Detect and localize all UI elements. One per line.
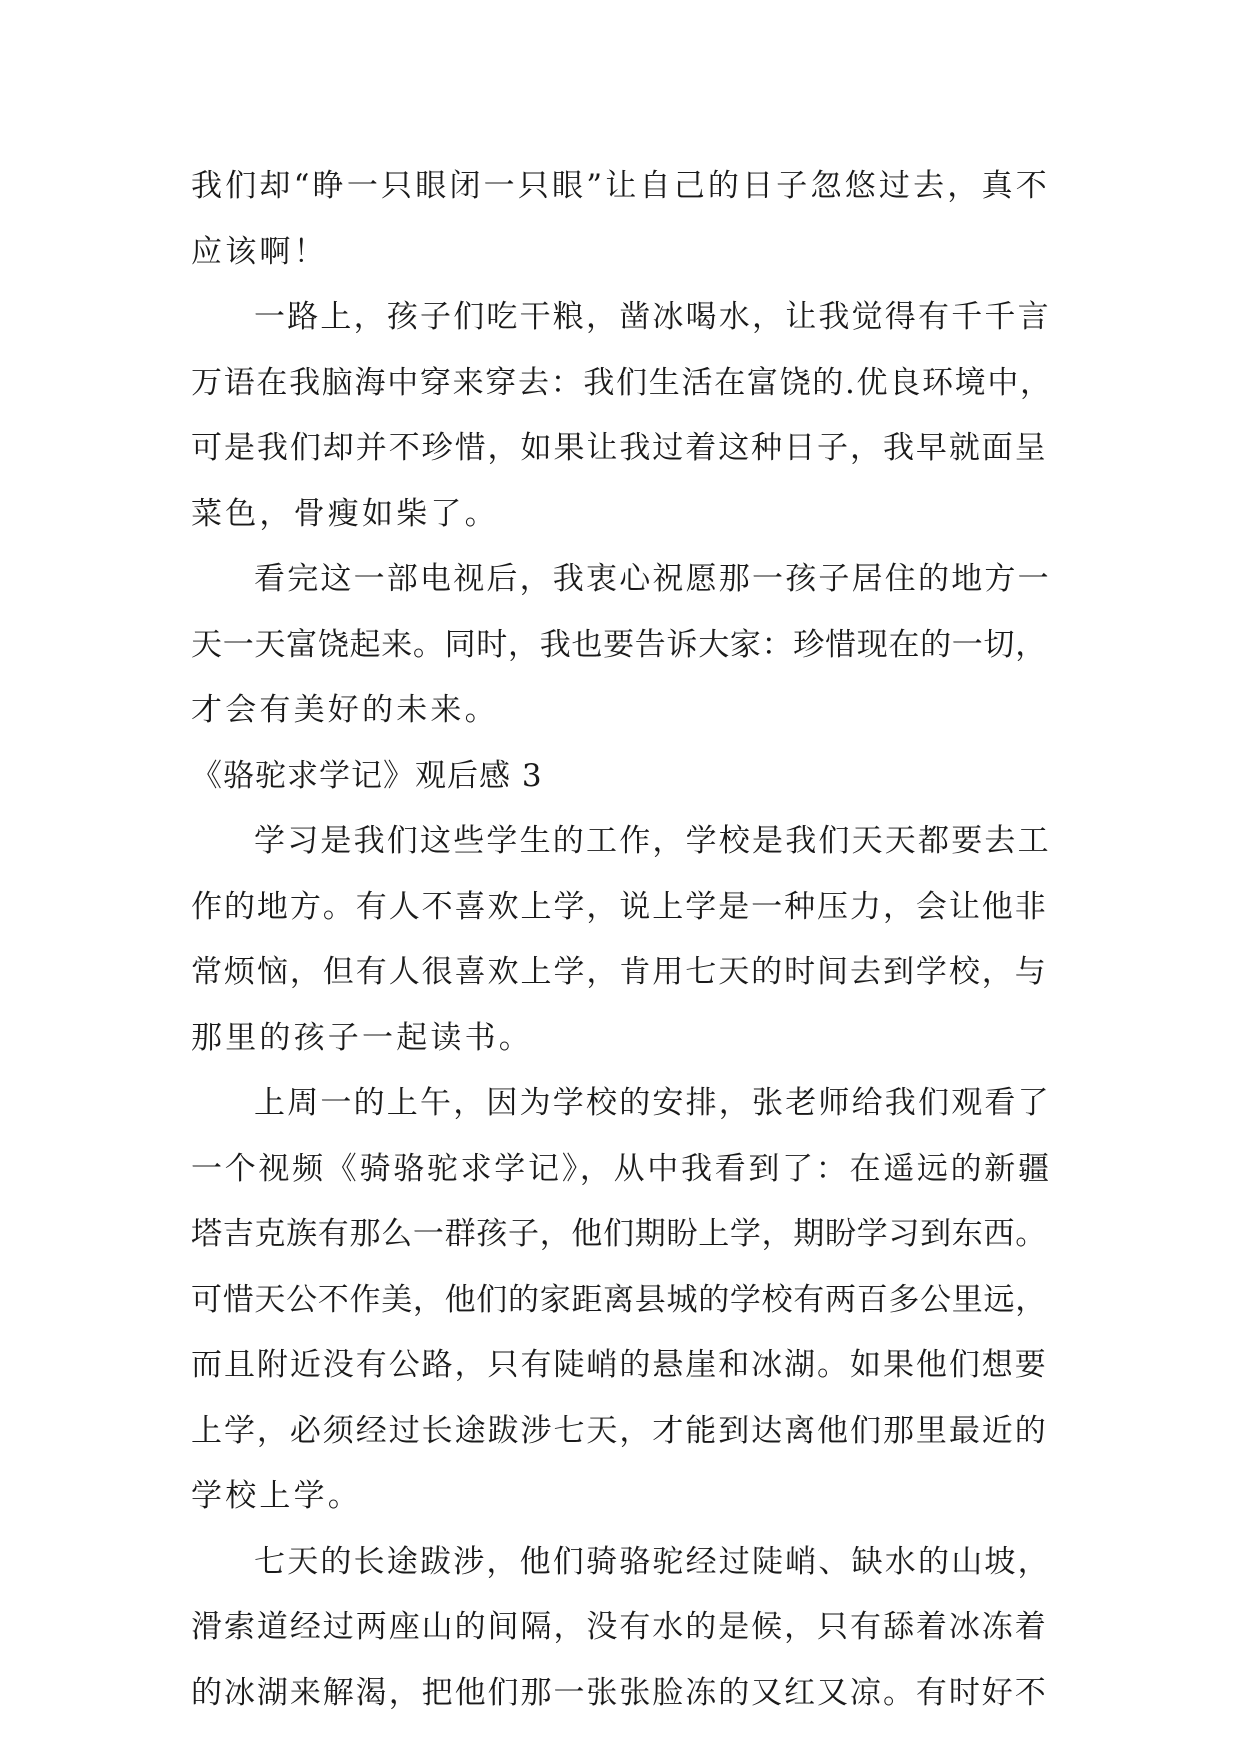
text-line: 塔吉克族有那么一群孩子，他们期盼上学，期盼学习到东西。 — [191, 1216, 1047, 1252]
text-line: 的冰湖来解渴，把他们那一张张脸冻的又红又凉。有时好不 — [191, 1674, 1048, 1711]
text-line: 学校上学。 — [191, 1478, 362, 1514]
text-line: 一个视频《骑骆驼求学记》，从中我看到了：在遥远的新疆 — [191, 1150, 1052, 1187]
section-heading: 《骆驼求学记》观后感 3 — [191, 757, 543, 794]
text-line: 常烦恼，但有人很喜欢上学，肯用七天的时间去到学校，与 — [191, 954, 1048, 990]
text-line: 万语在我脑海中穿来穿去：我们生活在富饶的.优良环境中， — [191, 364, 1053, 401]
text-line: 上学，必须经过长途跋涉七天，才能到达离他们那里最近的 — [191, 1412, 1048, 1449]
text-line: 滑索道经过两座山的间隔，没有水的是候，只有舔着冰冻着 — [191, 1609, 1048, 1645]
text-line: 天一天富饶起来。同时，我也要告诉大家：珍惜现在的一切， — [191, 626, 1047, 663]
text-line: 而且附近没有公路，只有陡峭的悬崖和冰湖。如果他们想要 — [191, 1347, 1048, 1383]
text-line: 才会有美好的未来。 — [191, 692, 499, 728]
text-line: 我们却“睁一只眼闭一只眼”让自己的日子忽悠过去，真不 — [191, 168, 1050, 204]
document-body — [191, 154, 1053, 1726]
text-line: 那里的孩子一起读书。 — [191, 1019, 533, 1056]
text-line: 作的地方。有人不喜欢上学，说上学是一种压力，会让他非 — [191, 888, 1048, 925]
text-line: 可惜天公不作美，他们的家距离县城的学校有两百多公里远， — [191, 1281, 1047, 1318]
paragraph-start-line: 上周一的上午，因为学校的安排，张老师给我们观看了 — [254, 1085, 1051, 1121]
paragraph-start-line: 看完这一部电视后，我衷心祝愿那一孩子居住的地方一 — [254, 561, 1051, 597]
text-line: 可是我们却并不珍惜，如果让我过着这种日子，我早就面呈 — [191, 430, 1048, 466]
paragraph-start-line: 七天的长途跋涉，他们骑骆驼经过陡峭、缺水的山坡， — [254, 1543, 1051, 1580]
paragraph-start-line: 一路上，孩子们吃干粮，凿冰喝水，让我觉得有千千言 — [254, 299, 1051, 335]
paragraph-start-line: 学习是我们这些学生的工作，学校是我们天天都要去工 — [254, 823, 1051, 859]
text-line: 应该啊！ — [191, 233, 328, 270]
text-line: 菜色，骨瘦如柴了。 — [191, 495, 499, 532]
